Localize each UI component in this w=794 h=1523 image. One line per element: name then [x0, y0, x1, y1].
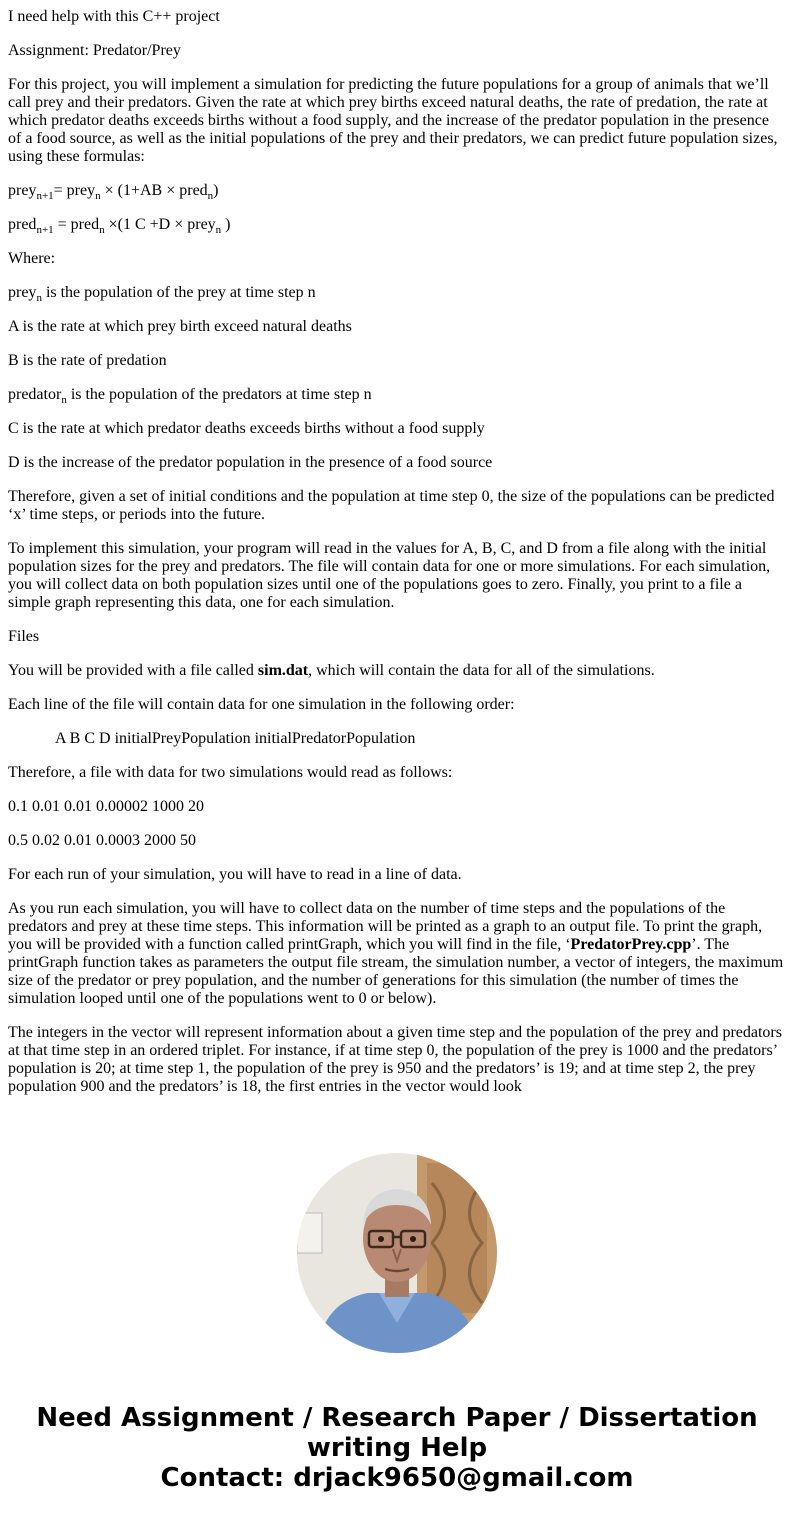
sim-dat-filename: sim.dat — [257, 662, 309, 679]
document-body — [8, 8, 786, 1112]
where-label: Where: — [8, 250, 56, 267]
definition-a: A is the rate at which prey birth exceed natural deaths — [8, 318, 352, 335]
files-paragraph: You will be provided with a file called sim.dat, which will contain the data for all of the simulations. — [8, 662, 655, 679]
author-photo — [297, 1153, 497, 1353]
definition-c: C is the rate at which predator deaths exceeds births without a food supply — [8, 420, 485, 437]
portrait-illustration — [297, 1153, 497, 1353]
definition-b: B is the rate of predation — [8, 352, 167, 369]
example-intro: Therefore, a file with data for two simulations would read as follows: — [8, 764, 453, 781]
formula-predator: pred$_{n+1}$ = pred$_n$ ×(1 C +D × prey$_n$ ) — [8, 216, 231, 236]
order-line: A B C D initialPreyPopulation initialPredatorPopulation — [55, 730, 416, 747]
each-line-paragraph: Each line of the file will contain data for one simulation in the following order: — [8, 696, 515, 713]
formula-prey: prey$_{n+1}$= prey$_n$ × (1+AB × pred$_n$) — [8, 182, 219, 202]
integers-paragraph: The integers in the vector will represent information about a given time step and the population of the prey and predators at that time step in an ordered triplet. For instance, if at time step 0, the population of the prey is 1000 and the predators’ population is 20; at time step 1, the population of the prey is 950 and the predators’ is 19; and at time step 2, the prey population 900 and the predators’ is 18, the first entries in the vector would look — [8, 1024, 782, 1095]
definition-prey: prey$_n$ is the population of the prey at time step n — [8, 284, 316, 304]
each-run-paragraph: For each run of your simulation, you will have to read in a line of data. — [8, 866, 462, 883]
predatorprey-filename: PredatorPrey.cpp — [570, 936, 692, 953]
data-line-1: 0.1 0.01 0.01 0.00002 1000 20 — [8, 798, 204, 815]
definition-d: D is the increase of the predator population in the presence of a food source — [8, 454, 493, 471]
assignment-title: Assignment: Predator/Prey — [8, 42, 181, 59]
footer-line-2: writing Help — [306, 1433, 488, 1463]
footer-line-1: Need Assignment / Research Paper / Dissertation — [36, 1403, 758, 1433]
footer-banner — [0, 1403, 794, 1493]
data-line-2: 0.5 0.02 0.01 0.0003 2000 50 — [8, 832, 196, 849]
definition-predator: predator$_n$ is the population of the predators at time step n — [8, 386, 372, 406]
implement-paragraph: To implement this simulation, your program will read in the values for A, B, C, and D from a file along with the initial population sizes for the prey and predators. The file will contain data for one or more simulations. For each simulation, you will collect data on both population sizes until one of the populations goes to zero. Finally, you print to a file a simple graph representing this data, one for each simulation. — [8, 540, 771, 611]
description-paragraph: For this project, you will implement a simulation for predicting the future populations for a group of animals that we’ll call prey and their predators. Given the rate at which prey births exceed natural deaths, the rate of predation, the rate at which predator deaths exceeds births without a food supply, and the increase of the predator population in the presence of a food source, as well as the initial populations of the prey and their predators, we can predict future population sizes, using these formulas: — [8, 76, 778, 165]
therefore-paragraph: Therefore, given a set of initial conditions and the population at time step 0, the size of the populations can be predicted ‘x’ time steps, or periods into the future. — [8, 488, 775, 523]
intro-text: I need help with this C++ project — [8, 8, 220, 25]
footer-contact: Contact: drjack9650@gmail.com — [160, 1463, 634, 1493]
run-paragraph: As you run each simulation, you will have to collect data on the number of time steps and the populations of the predators and prey at these time steps. This information will be printed as a graph to an output file. To print the graph, you will be provided with a function called printGraph, which you will find in the file, ‘PredatorPrey.cpp’. The printGraph function takes as parameters the output file stream, the simulation number, a vector of integers, the maximum size of the predator or prey population, and the number of generations for this simulation (the number of times the simulation looped until one of the populations went to 0 or below). — [8, 900, 784, 1007]
files-heading: Files — [8, 628, 40, 645]
